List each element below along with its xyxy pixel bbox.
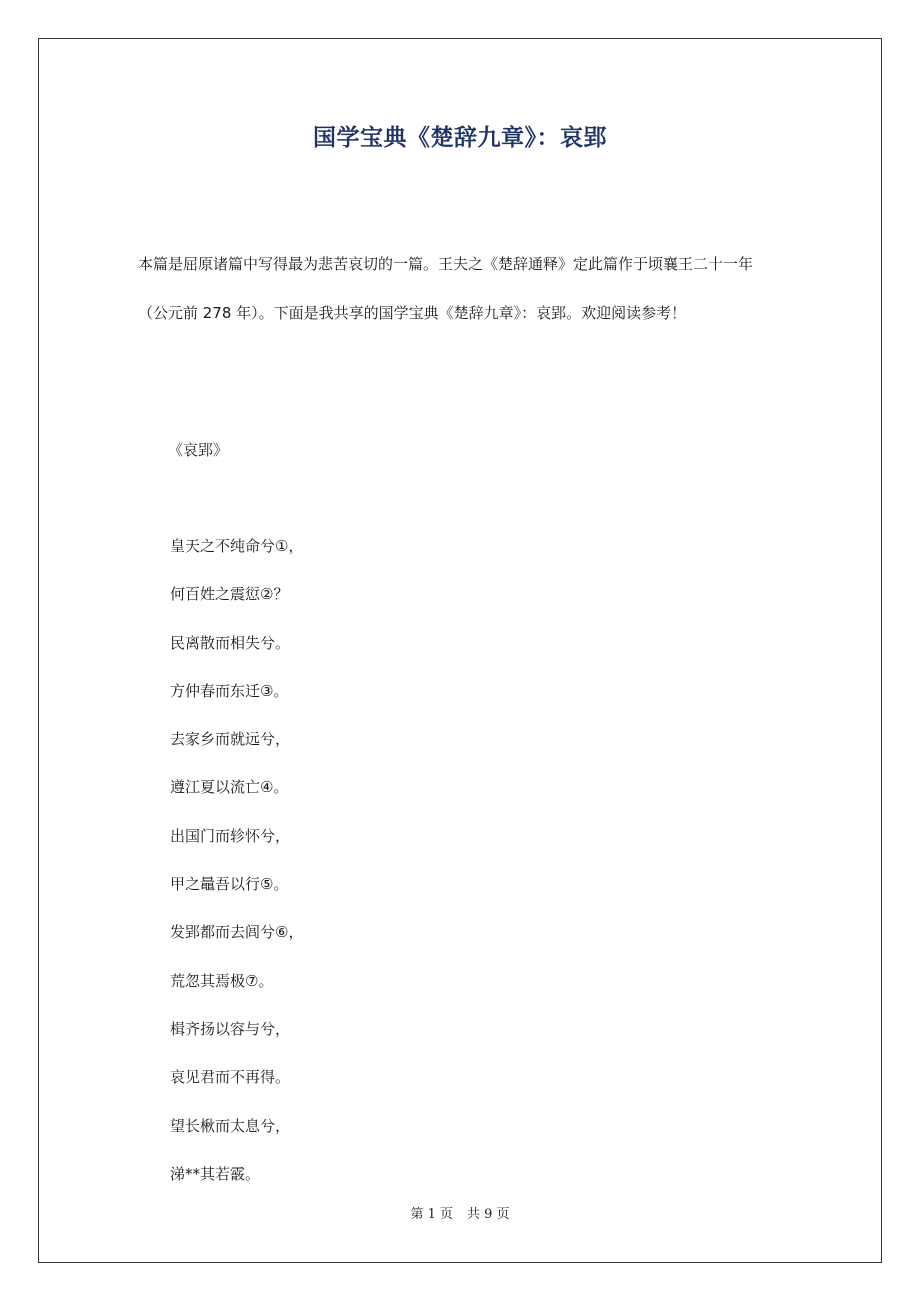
poem-line: 楫齐扬以容与兮， xyxy=(170,1019,291,1038)
poem-line: 甲之鼂吾以行⑤。 xyxy=(170,875,289,894)
poem-line: 何百姓之震愆②？ xyxy=(170,585,289,604)
intro-line: 本篇是屈原诸篇中写得最为悲苦哀切的一篇。王夫之《楚辞通释》定此篇作于顷襄王二十一年 xyxy=(138,255,754,273)
poem-line: 去家乡而就远兮， xyxy=(170,730,291,749)
poem-line: 望长楸而太息兮， xyxy=(170,1116,291,1135)
poem-line: 发郢都而去闾兮⑥， xyxy=(170,923,304,942)
poem-line: 遵江夏以流亡④。 xyxy=(170,778,289,797)
page-number: 第 1 页 xyxy=(410,1207,453,1222)
page-border xyxy=(38,38,882,1263)
poem-line: 民离散而相失兮。 xyxy=(170,633,291,652)
poem-line: 荒忽其焉极⑦。 xyxy=(170,971,274,990)
poem-line: 出国门而轸怀兮， xyxy=(170,826,291,845)
intro-line: （公元前 278 年）。下面是我共享的国学宝典《楚辞九章》：哀郢。欢迎阅读参考！ xyxy=(138,304,687,322)
poem-lines xyxy=(170,529,303,1205)
page-footer xyxy=(0,1203,920,1227)
poem-line: 方仲春而东迁③。 xyxy=(170,681,289,700)
poem-line: 哀见君而不再得。 xyxy=(170,1068,291,1087)
document-title: 国学宝典《楚辞九章》：哀郢 xyxy=(313,125,607,151)
page-total: 共 9 页 xyxy=(467,1207,510,1222)
poem-heading: 《哀郢》 xyxy=(168,441,229,459)
intro-paragraph xyxy=(138,240,798,338)
poem-line: 涕**其若霰。 xyxy=(170,1164,261,1183)
poem-line: 皇天之不纯命兮①， xyxy=(170,537,304,555)
